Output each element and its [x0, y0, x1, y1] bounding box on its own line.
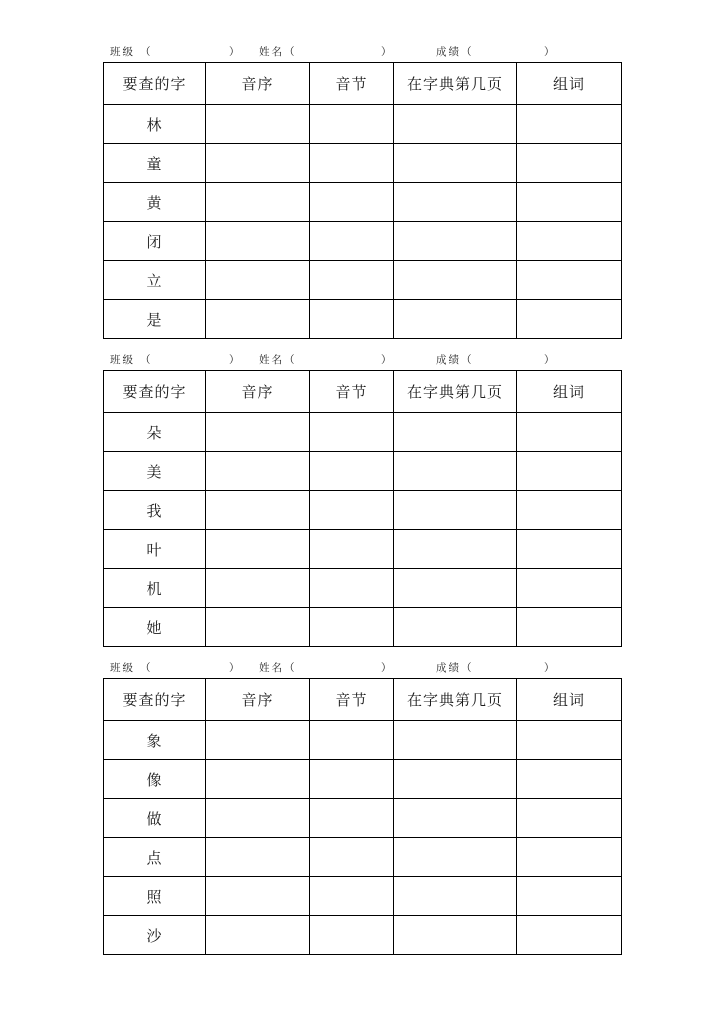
table-row	[104, 452, 622, 491]
yinxu-answer-cell[interactable]	[206, 183, 310, 222]
yinxu-answer-cell[interactable]	[206, 222, 310, 261]
yinjie-answer-cell[interactable]	[310, 452, 394, 491]
yinjie-answer-cell[interactable]	[310, 877, 394, 916]
score-label: 成绩	[436, 46, 461, 58]
page-answer-cell[interactable]	[394, 491, 517, 530]
score-field-1	[436, 42, 555, 62]
character-cell: 美	[104, 452, 206, 491]
score-paren-open: （	[461, 46, 472, 58]
character-cell: 童	[104, 144, 206, 183]
column-header-page: 在字典第几页	[394, 679, 517, 721]
column-header-yinxu: 音序	[206, 63, 310, 105]
column-header-yinxu: 音序	[206, 371, 310, 413]
character-cell: 叶	[104, 530, 206, 569]
table-row	[104, 261, 622, 300]
table-row	[104, 608, 622, 647]
column-header-yinjie: 音节	[310, 63, 394, 105]
column-header-page: 在字典第几页	[394, 371, 517, 413]
yinjie-answer-cell[interactable]	[310, 105, 394, 144]
page-answer-cell[interactable]	[394, 530, 517, 569]
page-answer-cell[interactable]	[394, 721, 517, 760]
lookup-table-1	[103, 62, 622, 339]
worksheet-block-2	[103, 350, 621, 647]
character-cell: 她	[104, 608, 206, 647]
class-label: 班级	[110, 46, 135, 58]
meta-line-1	[103, 42, 621, 62]
word-answer-cell[interactable]	[517, 799, 622, 838]
class-paren-open: （	[140, 354, 151, 366]
character-cell: 沙	[104, 916, 206, 955]
name-paren-open: （	[284, 46, 295, 58]
yinjie-answer-cell[interactable]	[310, 261, 394, 300]
column-header-character: 要查的字	[104, 371, 206, 413]
page-answer-cell[interactable]	[394, 413, 517, 452]
meta-line-2	[103, 350, 621, 370]
character-cell: 闭	[104, 222, 206, 261]
yinjie-answer-cell[interactable]	[310, 530, 394, 569]
word-answer-cell[interactable]	[517, 760, 622, 799]
column-header-yinjie: 音节	[310, 371, 394, 413]
yinxu-answer-cell[interactable]	[206, 530, 310, 569]
yinxu-answer-cell[interactable]	[206, 491, 310, 530]
yinxu-answer-cell[interactable]	[206, 760, 310, 799]
yinxu-answer-cell[interactable]	[206, 569, 310, 608]
table-row	[104, 144, 622, 183]
word-answer-cell[interactable]	[517, 608, 622, 647]
word-answer-cell[interactable]	[517, 413, 622, 452]
character-cell: 象	[104, 721, 206, 760]
word-answer-cell[interactable]	[517, 838, 622, 877]
table-row	[104, 413, 622, 452]
score-label: 成绩	[436, 662, 461, 674]
page-answer-cell[interactable]	[394, 183, 517, 222]
word-answer-cell[interactable]	[517, 569, 622, 608]
table-row	[104, 300, 622, 339]
page-answer-cell[interactable]	[394, 799, 517, 838]
character-cell: 像	[104, 760, 206, 799]
class-field-2	[110, 350, 240, 370]
name-field-1	[259, 42, 392, 62]
yinxu-answer-cell[interactable]	[206, 261, 310, 300]
character-cell: 点	[104, 838, 206, 877]
character-cell: 朵	[104, 413, 206, 452]
table-row	[104, 183, 622, 222]
page-answer-cell[interactable]	[394, 300, 517, 339]
class-paren-open: （	[140, 46, 151, 58]
class-paren-close: ）	[229, 46, 240, 58]
yinxu-answer-cell[interactable]	[206, 838, 310, 877]
table-header-row	[104, 63, 622, 105]
column-header-yinxu: 音序	[206, 679, 310, 721]
yinxu-answer-cell[interactable]	[206, 300, 310, 339]
yinxu-answer-cell[interactable]	[206, 916, 310, 955]
word-answer-cell[interactable]	[517, 183, 622, 222]
page-answer-cell[interactable]	[394, 760, 517, 799]
yinxu-answer-cell[interactable]	[206, 105, 310, 144]
table-row	[104, 530, 622, 569]
name-paren-close: ）	[381, 662, 392, 674]
page-answer-cell[interactable]	[394, 569, 517, 608]
meta-line-3	[103, 658, 621, 678]
name-field-2	[259, 350, 392, 370]
class-paren-open: （	[140, 662, 151, 674]
page-answer-cell[interactable]	[394, 222, 517, 261]
column-header-yinjie: 音节	[310, 679, 394, 721]
word-answer-cell[interactable]	[517, 530, 622, 569]
table-row	[104, 491, 622, 530]
class-paren-close: ）	[229, 662, 240, 674]
yinjie-answer-cell[interactable]	[310, 413, 394, 452]
yinjie-answer-cell[interactable]	[310, 799, 394, 838]
name-label: 姓名	[259, 662, 284, 674]
character-cell: 我	[104, 491, 206, 530]
page-answer-cell[interactable]	[394, 877, 517, 916]
word-answer-cell[interactable]	[517, 144, 622, 183]
word-answer-cell[interactable]	[517, 452, 622, 491]
table-row	[104, 838, 622, 877]
table-row	[104, 105, 622, 144]
name-label: 姓名	[259, 46, 284, 58]
column-header-character: 要查的字	[104, 679, 206, 721]
score-paren-close: ）	[544, 46, 555, 58]
word-answer-cell[interactable]	[517, 300, 622, 339]
page-answer-cell[interactable]	[394, 452, 517, 491]
score-paren-open: （	[461, 354, 472, 366]
lookup-table-2	[103, 370, 622, 647]
table-row	[104, 721, 622, 760]
class-label: 班级	[110, 662, 135, 674]
yinxu-answer-cell[interactable]	[206, 877, 310, 916]
yinjie-answer-cell[interactable]	[310, 608, 394, 647]
table-row	[104, 799, 622, 838]
worksheet-block-3	[103, 658, 621, 955]
page-answer-cell[interactable]	[394, 105, 517, 144]
class-paren-close: ）	[229, 354, 240, 366]
yinjie-answer-cell[interactable]	[310, 144, 394, 183]
page-answer-cell[interactable]	[394, 916, 517, 955]
table-row	[104, 222, 622, 261]
name-paren-open: （	[284, 662, 295, 674]
column-header-character: 要查的字	[104, 63, 206, 105]
name-field-3	[259, 658, 392, 678]
name-label: 姓名	[259, 354, 284, 366]
yinxu-answer-cell[interactable]	[206, 799, 310, 838]
yinxu-answer-cell[interactable]	[206, 452, 310, 491]
word-answer-cell[interactable]	[517, 721, 622, 760]
word-answer-cell[interactable]	[517, 261, 622, 300]
yinjie-answer-cell[interactable]	[310, 916, 394, 955]
character-cell: 机	[104, 569, 206, 608]
column-header-word: 组词	[517, 679, 622, 721]
yinjie-answer-cell[interactable]	[310, 838, 394, 877]
yinxu-answer-cell[interactable]	[206, 721, 310, 760]
name-paren-close: ）	[381, 354, 392, 366]
table-row	[104, 569, 622, 608]
character-cell: 立	[104, 261, 206, 300]
column-header-page: 在字典第几页	[394, 63, 517, 105]
name-paren-open: （	[284, 354, 295, 366]
page-answer-cell[interactable]	[394, 261, 517, 300]
score-paren-close: ）	[544, 354, 555, 366]
yinxu-answer-cell[interactable]	[206, 608, 310, 647]
yinjie-answer-cell[interactable]	[310, 569, 394, 608]
page-answer-cell[interactable]	[394, 838, 517, 877]
character-cell: 林	[104, 105, 206, 144]
character-cell: 做	[104, 799, 206, 838]
class-label: 班级	[110, 354, 135, 366]
score-field-2	[436, 350, 555, 370]
score-paren-close: ）	[544, 662, 555, 674]
table-row	[104, 916, 622, 955]
character-cell: 照	[104, 877, 206, 916]
word-answer-cell[interactable]	[517, 877, 622, 916]
yinjie-answer-cell[interactable]	[310, 222, 394, 261]
word-answer-cell[interactable]	[517, 222, 622, 261]
score-label: 成绩	[436, 354, 461, 366]
word-answer-cell[interactable]	[517, 491, 622, 530]
class-field-3	[110, 658, 240, 678]
character-cell: 是	[104, 300, 206, 339]
table-header-row	[104, 679, 622, 721]
table-row	[104, 760, 622, 799]
character-cell: 黄	[104, 183, 206, 222]
word-answer-cell[interactable]	[517, 105, 622, 144]
lookup-table-3	[103, 678, 622, 955]
yinjie-answer-cell[interactable]	[310, 300, 394, 339]
score-paren-open: （	[461, 662, 472, 674]
yinxu-answer-cell[interactable]	[206, 144, 310, 183]
worksheet-block-1	[103, 42, 621, 339]
score-field-3	[436, 658, 555, 678]
yinjie-answer-cell[interactable]	[310, 183, 394, 222]
column-header-word: 组词	[517, 371, 622, 413]
class-field-1	[110, 42, 240, 62]
table-row	[104, 877, 622, 916]
name-paren-close: ）	[381, 46, 392, 58]
word-answer-cell[interactable]	[517, 916, 622, 955]
yinxu-answer-cell[interactable]	[206, 413, 310, 452]
page-answer-cell[interactable]	[394, 608, 517, 647]
page-answer-cell[interactable]	[394, 144, 517, 183]
table-header-row	[104, 371, 622, 413]
yinjie-answer-cell[interactable]	[310, 721, 394, 760]
yinjie-answer-cell[interactable]	[310, 491, 394, 530]
yinjie-answer-cell[interactable]	[310, 760, 394, 799]
column-header-word: 组词	[517, 63, 622, 105]
